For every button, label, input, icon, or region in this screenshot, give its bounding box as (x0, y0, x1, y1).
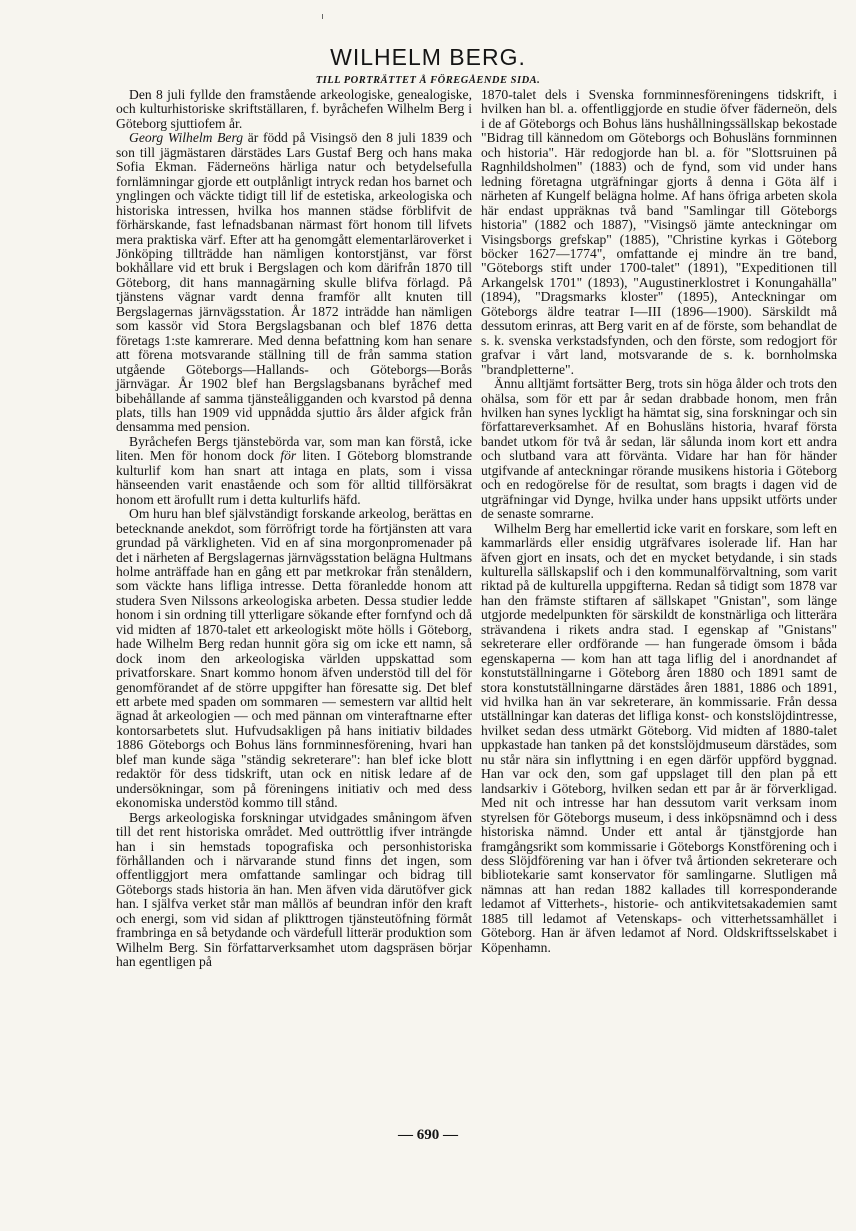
left-column (116, 88, 472, 970)
right-column (481, 88, 837, 955)
subject-name: Georg Wilhelm Berg (129, 130, 244, 146)
page-number: — 690 — (398, 1127, 458, 1143)
left-paragraph-3 (116, 435, 472, 507)
right-paragraph-2: Ännu alltjämt fortsätter Berg, trots sin höga ålder och trots den ohälsa, som för ett par år sedan drabbade honom, men från hvilken han synes lyckligt ha hämtat sig, sina forskningar och sin författareverksamhet. Af en Bohusläns historia, hvaraf första bandet utkom för två år sedan, lär sålunda inom kort ett andra och slutband vara att förvänta. Vidare har han för händer utgifvande af anteckningar rörande musikens historia i Göteborg och en redogörelse för de resultat, som bragts i dagen vid de utgräfningar vid Dynge, hvilka under hans uppsikt utförts under de senaste somrarne. (481, 376, 837, 522)
margin-tick-mark (322, 14, 323, 19)
right-paragraph-1: 1870-talet dels i Svenska fornminnesföreningens tidskrift, i hvilken han bl. a. offentliggjorde en studie öfver fäderneön, dels i de af Göteborgs och Bohus läns hushållningssällskap bekostade "Bidrag till kännedom om Göteborgs och Bohusläns fornminnen och historia". Här redogjorde han bl. a. för "Slottsruinen på Ragnhildsholmen" (1883) och de fynd, som vid under hans ledning företagna utgräfningar gjorts å denna i Göta älf i närheten af Kungelf belägna holme. Af hans öfriga arbeten skola här endast uppräknas två band "Samlingar till Göteborgs historia" (1882 och 1887), "Visingsö jämte anteckningar om Visingsborgs grefskap" (1885), "Christine kyrkas i Göteborg böcker 1627—1774", omfattande ej mindre än tre band, "Göteborgs stift under 1700-talet" (1891), "Expeditionen till Arkangelsk 1701" (1893), "Augustinerklostret i Konungahälla" (1894), "Dragsmarks kloster" (1895), Anteckningar om Göteborgs äldre teatrar I—III (1896—1900). Särskildt må dessutom erinras, att Berg varit en af de förste, som behandlat de s. k. svenska verkstadsfynden, och den förste, som redogjort för grafvar i vårt land, motsvarande de s. k. bornholmska "brandpletterne". (481, 87, 837, 377)
left-paragraph-2 (116, 131, 472, 435)
left-paragraph-5: Bergs arkeologiska forskningar utvidgades småningom äfven till det rent historiska området. Med outtröttlig ifver inträngde han i sin hemstads topografiska och personhistoriska förhållanden och i närvarande stund finns det ingen, som offentliggjort mera omfattande samlingar och bidrag till Göteborgs stads historia än han. Men äfven vida därutöfver gick han. I själfva verket står man mållös af beundran inför den kraft och energi, som vid sidan af plikttrogen tjänsteutöfning förmåt frambringa en så betydande och värdefull litterär produktion som Wilhelm Berg. Sin författarverksamhet utom dagspräsen börjar han egentligen på (116, 809, 472, 970)
left-paragraph-4: Om huru han blef självständigt forskande arkeolog, berättas en betecknande anekdot, som förröfrigt torde ha förtjänsten att vara grundad på värkligheten. Vid en af sina morgonpromenader på det i närheten af Bergslagernas järnvägsstation belägna Hultmans holme anträffade han en gång ett par metkrokar från stenåldern, som väckte hans lifliga intresse. Detta föranledde honom att studera Sven Nilssons arkeologiska arbeten. Dessa studier ledde honom i sin ordning till ytterligare sökande efter fornfynd och då vid midten af 1870-talet ett arkeologiskt möte hölls i Göteborg, hade Wilhelm Berg redan hunnit göra sig om icke ett namn, så dock inom den arkeologiska världen uppskattad som privatforskare. Snart kommo honom äfven understöd till del för genomförandet af de större uppgifter han föresatte sig. Det blef ett arbete med spaden om sommaren — semestern var alltid helt ägnad åt arkeologien — och med pännan om vinteraftnarne efter kontorsarbetets slut. Hufvudsakligen på hans initiativ bildades 1886 Göteborgs och Bohus läns fornminnesförening, hvari han blef man kunde säga "ständig sekreterare": han blef icke blott redaktör för dess tidskrift, utan ock en nitisk ledare af de undersökningar, som på föreningens initiativ och med dess ekonomiska understöd kommo till stånd. (116, 506, 472, 811)
left-paragraph-1: Den 8 juli fyllde den framstående arkeologiske, genealogiske, och kulturhistoriske skriftställaren, f. byråchefen Wilhelm Berg i Göteborg sjuttiofem år. (116, 87, 472, 131)
emphasis-word: för (280, 448, 297, 464)
left-paragraph-3-text-a: Byråchefen Bergs tjänstebörda var, som man kan förstå, icke liten. Men för honom dock (116, 433, 472, 464)
right-paragraph-3: Wilhelm Berg har emellertid icke varit en forskare, som left en kammarlärds eller ensidig utgräfvares isolerade lif. Han har äfven gjort en insats, och det en mycket betydande, i sin stads kulturella sällskapslif och i den kommunalförvaltning, som varit riktad på de kulturella uppgifterna. Redan så tidigt som 1878 var han den främste stiftaren af sällskapet "Gnistan", som länge utgjorde medelpunkten för särskildt de konstnärliga och litterära strävandena i rikets andra stad. I egenskap af "Gnistans" sekreterare eller ordförande — han fungerade ömsom i båda egenskaperna — kom han att taga liflig del i anordnandet af konstutställningarne i Göteborg åren 1880 och 1891 samt de stora konstutställningarne därstädes åren 1881, 1886 och 1891, vid hvilka han än var sekreterare, än kommissarie. Från dessa utställningar kan dateras det lifliga konst- och konstslöjdintresse, hvilket sedan dess utmärkt Göteborg. Vid midten af 1880-talet uppkastade han tanken på det konstslöjdmuseum därstädes, som nu står nära sin inflyttning i en egen därför uppförd byggnad. Han var ock den, som gaf uppslaget till den plan på ett landsarkiv i Göteborg, hvilken sedan ett par år är förverkligad. Med nit och intresse har han dessutom varit verksam inom styrelsen för Göteborgs museum, i dess inköpsnämnd och i dess historiska nämnd. Under ett antal år tjänstgjorde han framgångsrikt som kommissarie i Göteborgs Konstförening och i dess Slöjdförening var han i öfver två årtionden sekreterare och bibliotekarie samt konservator för samlingarne. Slutligen må nämnas att han redan 1882 kallades till korresponderande ledamot af Vitterhets-, historie- och antikvitetsakademien samt 1885 till ledamot af Vetenskaps- och vitterhetssamhället i Göteborg. Han är äfven ledamot af Nord. Oldskriftsselskabet i Köpenhamn. (481, 520, 837, 955)
article-title: WILHELM BERG. (330, 44, 526, 70)
left-paragraph-2-text: är född på Visingsö den 8 juli 1839 och son till jägmästaren därstädes Lars Gustaf Berg och hans maka Sofia Ekman. Fäderneöns härliga natur och betydelsefulla fornlämningar gjorde ett outplånligt intryck redan hos barnet och ynglingen och väckte tidigt till lif de estetiska, arkeologiska och historiska intressen, hvilka hos mannen städse förblifvit de förhärskande, fast lefnadsbanan närmast fört honom till lifvets mera praktiska värf. Efter att ha genomgått elementarläroverket i Jönköping tillträdde han nämligen kontorstjänst, var först bokhållare vid ett bruk i Bergslagen och kom därifrån 1870 till Göteborg, dit hans mannagärning skulle blifva förlagd. På tjänstens vägnar vardt denna framför allt knuten till Bergslagernas järnvägsstation. År 1872 inträdde han nämligen som kassör vid Stora Bergslagsbanan och blef 1876 detta företags 1:ste kamrerare. Med denna befattning kom han senare att förena motsvarande ställning till de från samma station utgående Göteborgs—Hallands- och Göteborgs—Borås järnvägar. År 1902 blef han Bergslagsbanans byråchef med bibehållande af samma tjänsteåligganden och kvarstod på denna plats, tills han 1909 vid uppnådda sjuttio års ålder afgick från densamma med pension. (116, 130, 473, 435)
left-paragraph-3-text-b: liten. I Göteborg blomstrande kulturlif kom han snart att intaga en plats, som i vissa hänseenden varit enastående och som för alltid tillförsäkrat honom ett ärofullt rum i detta kulturlifs häfd. (116, 448, 472, 507)
article-subtitle: TILL PORTRÄTTET Å FÖREGÅENDE SIDA. (315, 75, 541, 86)
